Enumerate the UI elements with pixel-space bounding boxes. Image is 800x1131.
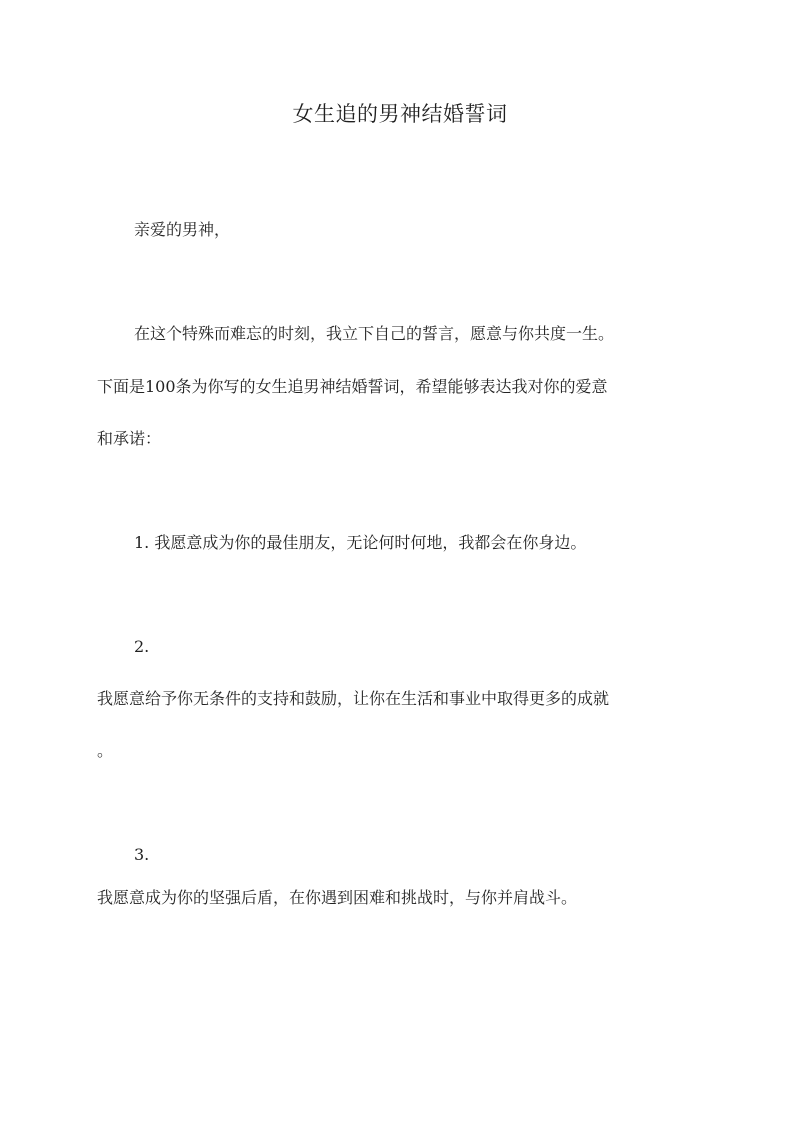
intro-line-1: 在这个特殊而难忘的时刻，我立下自己的誓言，愿意与你共度一生。 [134, 324, 615, 343]
vow-2-line-1: 我愿意给予你无条件的支持和鼓励，让你在生活和事业中取得更多的成就 [97, 689, 610, 708]
vow-1-text: 1. 我愿意成为你的最佳朋友，无论何时何地，我都会在你身边。 [134, 533, 587, 552]
intro-line-2: 下面是100条为你写的女生追男神结婚誓词，希望能够表达我对你的爱意 [97, 377, 608, 396]
intro-line-3: 和承诺： [97, 429, 162, 448]
vow-2-number: 2. [134, 637, 150, 656]
document-title: 女生追的男神结婚誓词 [292, 102, 508, 126]
vow-3-number: 3. [134, 845, 150, 864]
greeting-line: 亲爱的男神， [134, 220, 231, 239]
vow-2-line-2: 。 [97, 741, 114, 760]
vow-3-line-1: 我愿意成为你的坚强后盾，在你遇到困难和挑战时，与你并肩战斗。 [97, 888, 578, 907]
